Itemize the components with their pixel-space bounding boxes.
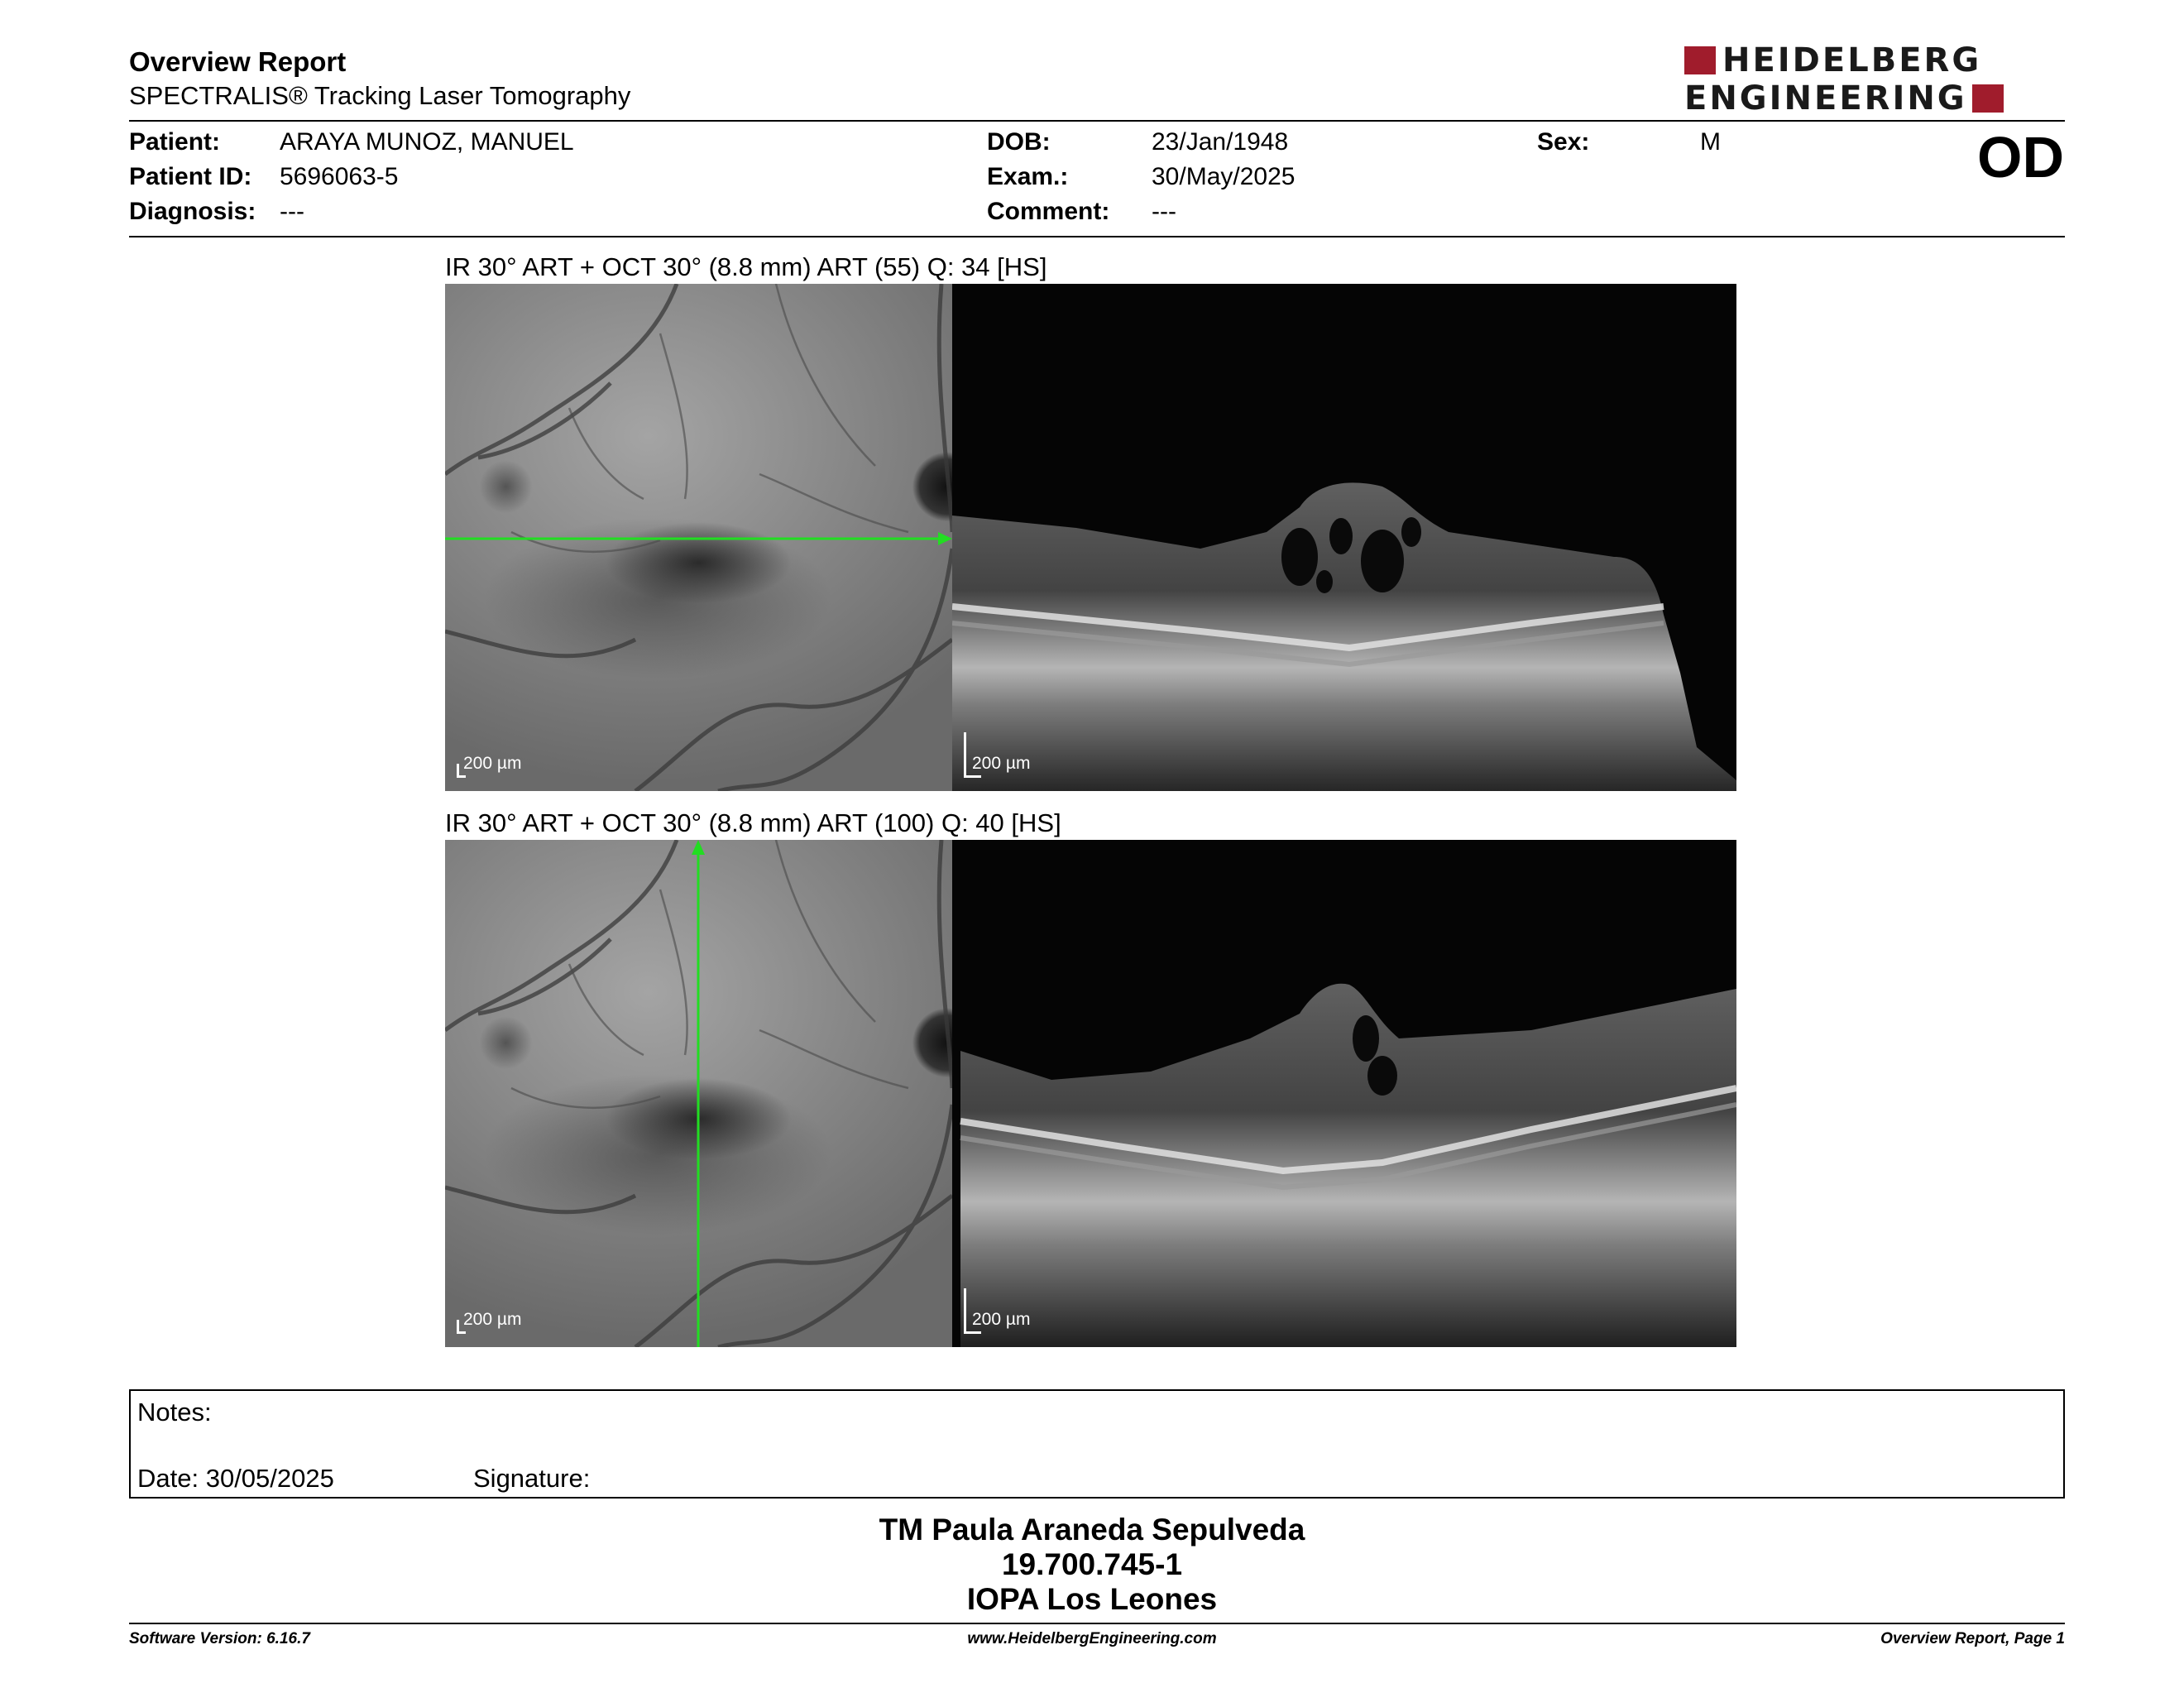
- oct-scale-label: 200 µm: [972, 1310, 1031, 1329]
- scan-title: IR 30° ART + OCT 30° (8.8 mm) ART (55) Q: 34 [HS]: [445, 252, 1047, 281]
- exam-value: 30/May/2025: [1152, 163, 1296, 190]
- exam-label: Exam.:: [987, 163, 1069, 190]
- oct-scale-label: 200 µm: [972, 754, 1031, 773]
- signer-center: IOPA Los Leones: [966, 1582, 1218, 1616]
- diagnosis-value: ---: [280, 198, 304, 225]
- date-label: Date: 30/05/2025: [137, 1464, 334, 1493]
- diagnosis-label: Diagnosis:: [129, 198, 256, 225]
- dob-value: 23/Jan/1948: [1152, 128, 1289, 156]
- oct-bscan-image: [952, 840, 1736, 1347]
- heidelberg-logo: HEIDELBERG ENGINEERING: [1684, 45, 2065, 116]
- ir-scale-label: 200 µm: [463, 754, 522, 773]
- sex-label: Sex:: [1537, 128, 1590, 156]
- footer-divider: [129, 1623, 2065, 1624]
- patient-name: ARAYA MUNOZ, MANUEL: [280, 128, 574, 156]
- signature-label: Signature:: [473, 1464, 591, 1493]
- ir-fundus-image: [445, 284, 952, 791]
- scan-line-vertical: [445, 840, 952, 1347]
- page-number: Overview Report, Page 1: [1880, 1630, 2065, 1647]
- dob-label: DOB:: [987, 128, 1051, 156]
- software-version: Software Version: 6.16.7: [129, 1630, 310, 1647]
- oct-retina-layers: [952, 284, 1736, 791]
- logo-square-icon: [1972, 84, 2004, 113]
- patient-id-label: Patient ID:: [129, 163, 252, 190]
- scan-line-horizontal: [445, 284, 952, 791]
- header-divider: [129, 120, 2065, 122]
- scan-title: IR 30° ART + OCT 30° (8.8 mm) ART (100) Q: 40 [HS]: [445, 808, 1061, 837]
- report-title: Overview Report: [129, 46, 347, 77]
- oct-retina-layers: [952, 840, 1736, 1347]
- report-subtitle: SPECTRALIS® Tracking Laser Tomography: [129, 81, 631, 110]
- eye-indicator: OD: [1977, 125, 2064, 189]
- signer-id: 19.700.745-1: [1001, 1547, 1183, 1581]
- sex-value: M: [1700, 128, 1721, 156]
- patient-id: 5696063-5: [280, 163, 399, 190]
- patient-divider: [129, 236, 2065, 237]
- ir-scale-label: 200 µm: [463, 1310, 522, 1329]
- logo-square-icon: [1684, 46, 1716, 74]
- notes-box: [129, 1389, 2065, 1499]
- website-link[interactable]: www.HeidelbergEngineering.com: [967, 1630, 1217, 1647]
- comment-value: ---: [1152, 198, 1176, 225]
- signer-name: TM Paula Araneda Sepulveda: [879, 1513, 1305, 1547]
- notes-label: Notes:: [137, 1398, 212, 1427]
- ir-fundus-image: [445, 840, 952, 1347]
- patient-label: Patient:: [129, 128, 221, 156]
- comment-label: Comment:: [987, 198, 1110, 225]
- oct-bscan-image: [952, 284, 1736, 791]
